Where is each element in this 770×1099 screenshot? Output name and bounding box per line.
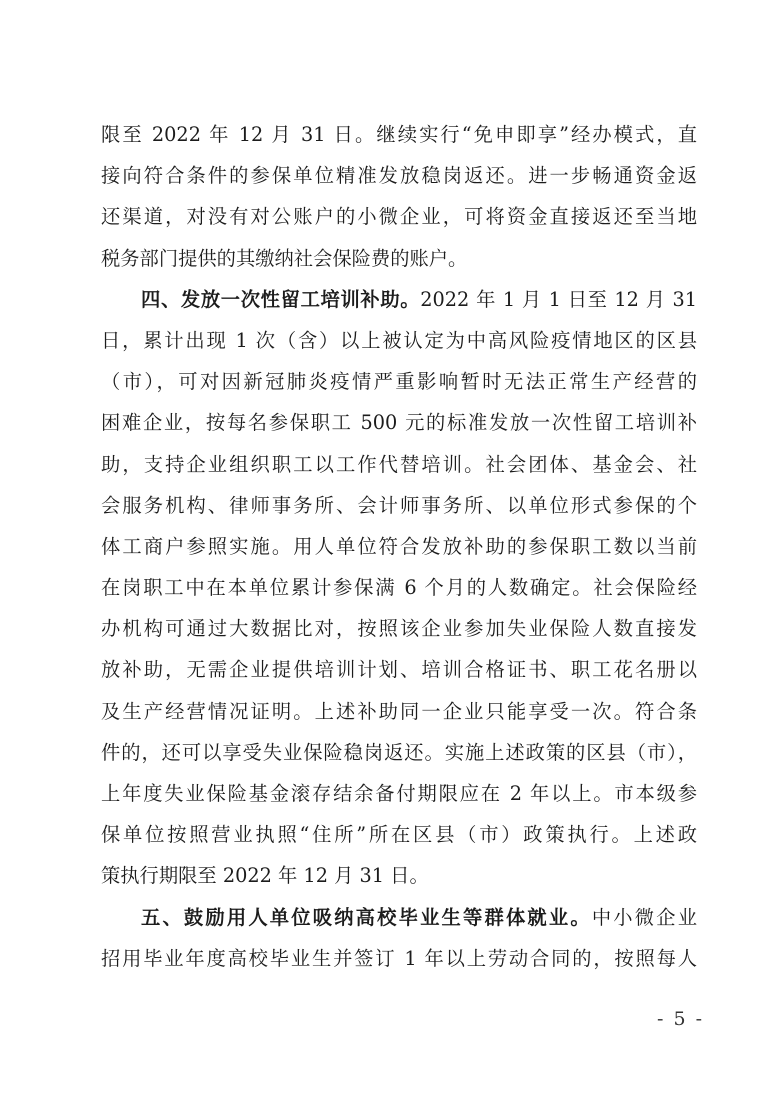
- text-line: 及生产经营情况证明。上述补助同一企业只能享受一次。符合条: [101, 699, 697, 723]
- text-line: 体工商户参照实施。用人单位符合发放补助的参保职工数以当前: [101, 534, 697, 558]
- text-line: 件的，还可以享受失业保险稳岗返还。实施上述政策的区县（市），: [101, 740, 697, 764]
- text-line: 接向符合条件的参保单位精准发放稳岗返还。进一步畅通资金返: [101, 164, 697, 188]
- text-line: 在岗职工中在本单位累计参保满 6 个月的人数确定。社会保险经: [101, 576, 697, 600]
- text-line: 放补助，无需企业提供培训计划、培训合格证书、职工花名册以: [101, 658, 697, 682]
- text-line: 保单位按照营业执照“住所”所在区县（市）政策执行。上述政: [101, 823, 697, 847]
- text-line: 税务部门提供的其缴纳社会保险费的账户。: [101, 246, 468, 270]
- text-line: 办机构可通过大数据比对，按照该企业参加失业保险人数直接发: [101, 617, 697, 641]
- section-five-first-line: [101, 897, 697, 938]
- page-number: - 5 -: [656, 1008, 704, 1030]
- section-heading: 四、发放一次性留工培训补助。: [141, 287, 421, 311]
- text-line: 招用毕业年度高校毕业生并签订 1 年以上劳动合同的，按照每人: [101, 946, 697, 970]
- text-line: 日，累计出现 1 次（含）以上被认定为中高风险疫情地区的区县: [101, 328, 697, 352]
- text-line: 困难企业，按每名参保职工 500 元的标准发放一次性留工培训补: [101, 411, 697, 435]
- section-heading: 五、鼓励用人单位吸纳高校毕业生等群体就业。: [141, 905, 592, 929]
- text-run: 2022 年 1 月 1 日至 12 月 31: [420, 287, 697, 311]
- text-line: 策执行期限至 2022 年 12 月 31 日。: [101, 864, 429, 888]
- text-line: 助，支持企业组织职工以工作代替培训。社会团体、基金会、社: [101, 452, 697, 476]
- text-line: 限至 2022 年 12 月 31 日。继续实行“免申即享”经办模式，直: [101, 123, 697, 146]
- text-line: 会服务机构、律师事务所、会计师事务所、以单位形式参保的个: [101, 493, 697, 517]
- section-four-first-line: [101, 279, 697, 320]
- body-text: [101, 114, 697, 979]
- text-line: 还渠道，对没有对公账户的小微企业，可将资金直接返还至当地: [101, 205, 697, 229]
- text-line: 上年度失业保险基金滚存结余备付期限应在 2 年以上。市本级参: [101, 782, 697, 805]
- text-run: 中小微企业: [591, 905, 697, 929]
- text-line: （市），可对因新冠肺炎疫情严重影响暂时无法正常生产经营的: [101, 370, 697, 394]
